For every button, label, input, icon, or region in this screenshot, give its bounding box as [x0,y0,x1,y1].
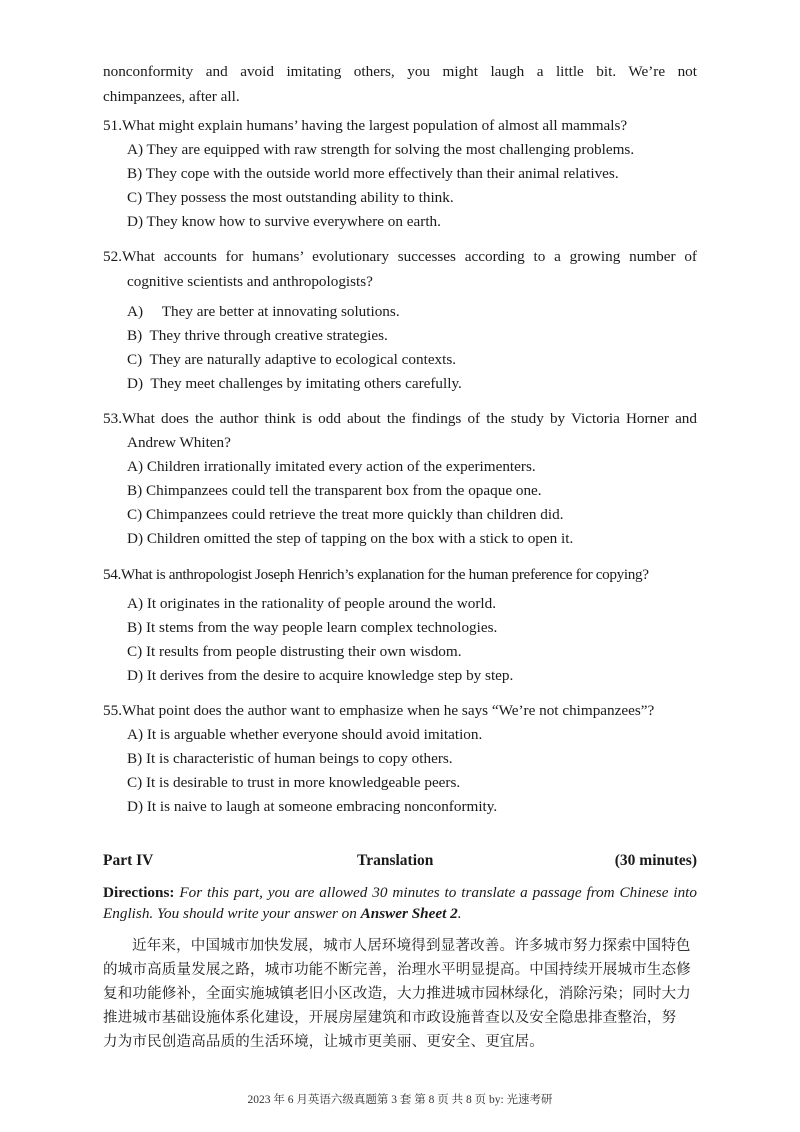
answer-sheet-ref: Answer Sheet 2 [360,905,458,922]
chinese-passage-line: 推进城市基础设施体系化建设，开展房屋建筑和市政设施普查以及安全隐患排查整治，努 [103,1010,677,1026]
directions-text: For this part, you are allowed 30 minutes to translate a passage from Chinese into [174,884,697,901]
chinese-passage-line: 的城市高质量发展之路，城市功能不断完善，治理水平明显提高。中国持续开展城市生态修 [103,962,691,978]
question-52-stem: cognitive scientists and anthropologists? [127,273,373,290]
page-footer: 2023 年 6 月英语六级真题第 3 套 第 8 页 共 8 页 by: 光速考研 [247,1094,553,1106]
question-51-stem: 51.What might explain humans’ having the largest population of almost all mammals? [103,117,628,134]
question-54-option-b: B) It stems from the way people learn complex technologies. [127,619,498,636]
directions-label: Directions: [103,884,175,901]
directions-line [103,884,697,902]
question-55-option-a: A) It is arguable whether everyone should avoid imitation. [127,726,483,743]
part-time: (30 minutes) [614,852,697,869]
question-53-option-a: A) Children irrationally imitated every action of the experimenters. [127,458,536,475]
question-52-option-a: A) They are better at innovating solutions. [127,303,400,320]
question-55-stem: 55.What point does the author want to emphasize when he says “We’re not chimpanzees”? [103,702,655,719]
question-54-option-c: C) It results from people distrusting their own wisdom. [127,643,462,660]
question-51-option-a: A) They are equipped with raw strength for solving the most challenging problems. [127,141,635,158]
question-55-option-b: B) It is characteristic of human beings to copy others. [127,750,453,767]
question-51-option-c: C) They possess the most outstanding ability to think. [127,189,454,206]
question-53-option-b: B) Chimpanzees could tell the transparent box from the opaque one. [127,482,542,499]
question-53-option-d: D) Children omitted the step of tapping on the box with a stick to open it. [127,530,574,547]
question-52-option-b: B) They thrive through creative strategies. [127,327,388,344]
question-54-option-d: D) It derives from the desire to acquire knowledge step by step. [127,667,514,684]
directions-text: English. You should write your answer on [103,905,361,922]
question-53-stem: 53.What does the author think is odd about the findings of the study by Victoria Horner and [103,410,697,427]
intro-line: chimpanzees, after all. [103,88,240,105]
question-51-option-d: D) They know how to survive everywhere on earth. [127,213,441,230]
directions-end: . [457,905,462,922]
directions-line [103,905,697,923]
question-55-option-d: D) It is naive to laugh at someone embracing nonconformity. [127,798,498,815]
question-51-option-b: B) They cope with the outside world more effectively than their animal relatives. [127,165,619,182]
question-55-option-c: C) It is desirable to trust in more knowledgeable peers. [127,774,461,791]
question-54-stem: 54.What is anthropologist Joseph Henrich’s explanation for the human preference for copying? [103,566,649,583]
intro-line: nonconformity and avoid imitating others, you might laugh a little bit. We’re not [103,63,697,80]
question-52-option-d: D) They meet challenges by imitating others carefully. [127,375,462,392]
chinese-passage-line: 复和功能修补，全面实施城镇老旧小区改造，大力推进城市园林绿化，消除污染；同时大力 [103,986,691,1002]
question-53-stem: Andrew Whiten? [127,434,231,451]
question-52-option-c: C) They are naturally adaptive to ecological contexts. [127,351,457,368]
part-heading [103,852,697,870]
part-title: Translation [357,852,434,869]
question-54-option-a: A) It originates in the rationality of people around the world. [127,595,497,612]
part-label: Part IV [103,852,154,869]
chinese-passage-line: 力为市民创造高品质的生活环境，让城市更美丽、更安全、更宜居。 [103,1034,544,1050]
question-53-option-c: C) Chimpanzees could retrieve the treat more quickly than children did. [127,506,564,523]
question-52-stem: 52.What accounts for humans’ evolutionary successes according to a growing number of [103,248,697,265]
chinese-passage-line: 近年来，中国城市加快发展，城市人居环境得到显著改善。许多城市努力探索中国特色 [132,938,691,954]
